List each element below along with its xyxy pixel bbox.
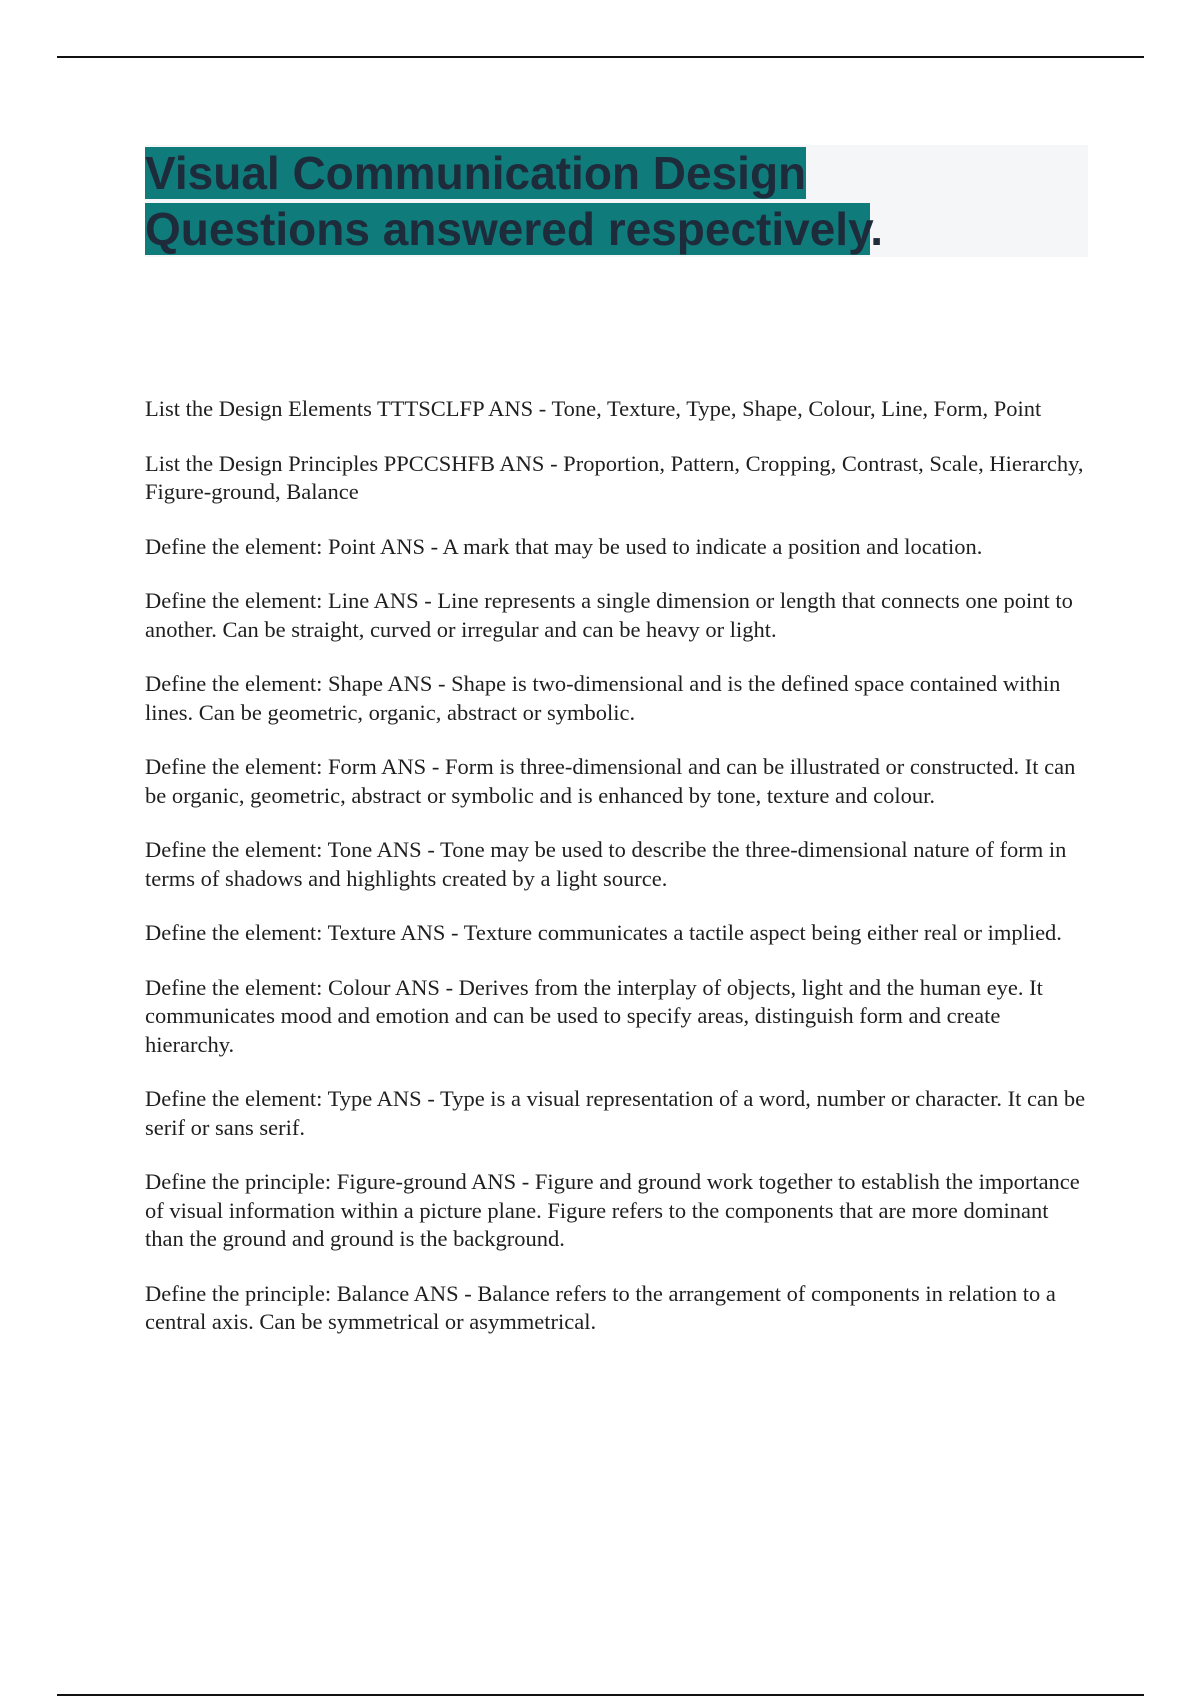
qa-item: Define the principle: Figure-ground ANS - Figure and ground work together to establish the importance of visual information within a picture plane. Figure refers to the components that are more dominant than the ground and ground is the background.	[145, 1169, 1080, 1251]
qa-item: Define the element: Tone ANS - Tone may be used to describe the three-dimensional nature of form in terms of shadows and highlights created by a light source.	[145, 837, 1067, 891]
qa-item: Define the element: Line ANS - Line represents a single dimension or length that connects one point to another. Can be straight, curved or irregular and can be heavy or light.	[145, 588, 1073, 642]
qa-item: Define the element: Colour ANS - Derives from the interplay of objects, light and the human eye. It communicates mood and emotion and can be used to specify areas, distinguish form and create hierarchy.	[145, 974, 1043, 1057]
title-line-1: Visual Communication Design	[145, 147, 807, 199]
bottom-rule	[57, 1694, 1144, 1696]
qa-item: Define the element: Point ANS - A mark that may be used to indicate a position and location.	[145, 533, 983, 559]
top-rule	[57, 56, 1144, 58]
title-block	[145, 145, 1088, 257]
qa-list	[145, 395, 1090, 1363]
title-line-2: Questions answered respectively	[145, 203, 871, 255]
title-period: .	[870, 203, 884, 255]
qa-item: Define the element: Texture ANS - Texture communicates a tactile aspect being either real or implied.	[145, 920, 1062, 945]
qa-item: Define the element: Form ANS - Form is three-dimensional and can be illustrated or constructed. It can be organic, geometric, abstract or symbolic and is enhanced by tone, texture and colour.	[145, 754, 1076, 808]
qa-item: List the Design Elements TTTSCLFP ANS - Tone, Texture, Type, Shape, Colour, Line, Form, Point	[145, 396, 1042, 421]
qa-item: Define the element: Shape ANS - Shape is two-dimensional and is the defined space contained within lines. Can be geometric, organic, abstract or symbolic.	[145, 671, 1061, 725]
qa-item: Define the element: Type ANS - Type is a visual representation of a word, number or character. It can be serif or sans serif.	[145, 1086, 1086, 1140]
qa-item: List the Design Principles PPCCSHFB ANS - Proportion, Pattern, Cropping, Contrast, Scale, Hierarchy, Figure-ground, Balance	[145, 450, 1084, 504]
document-title	[145, 145, 1088, 257]
qa-item: Define the principle: Balance ANS - Balance refers to the arrangement of components in relation to a central axis. Can be symmetrical or asymmetrical.	[145, 1280, 1056, 1334]
